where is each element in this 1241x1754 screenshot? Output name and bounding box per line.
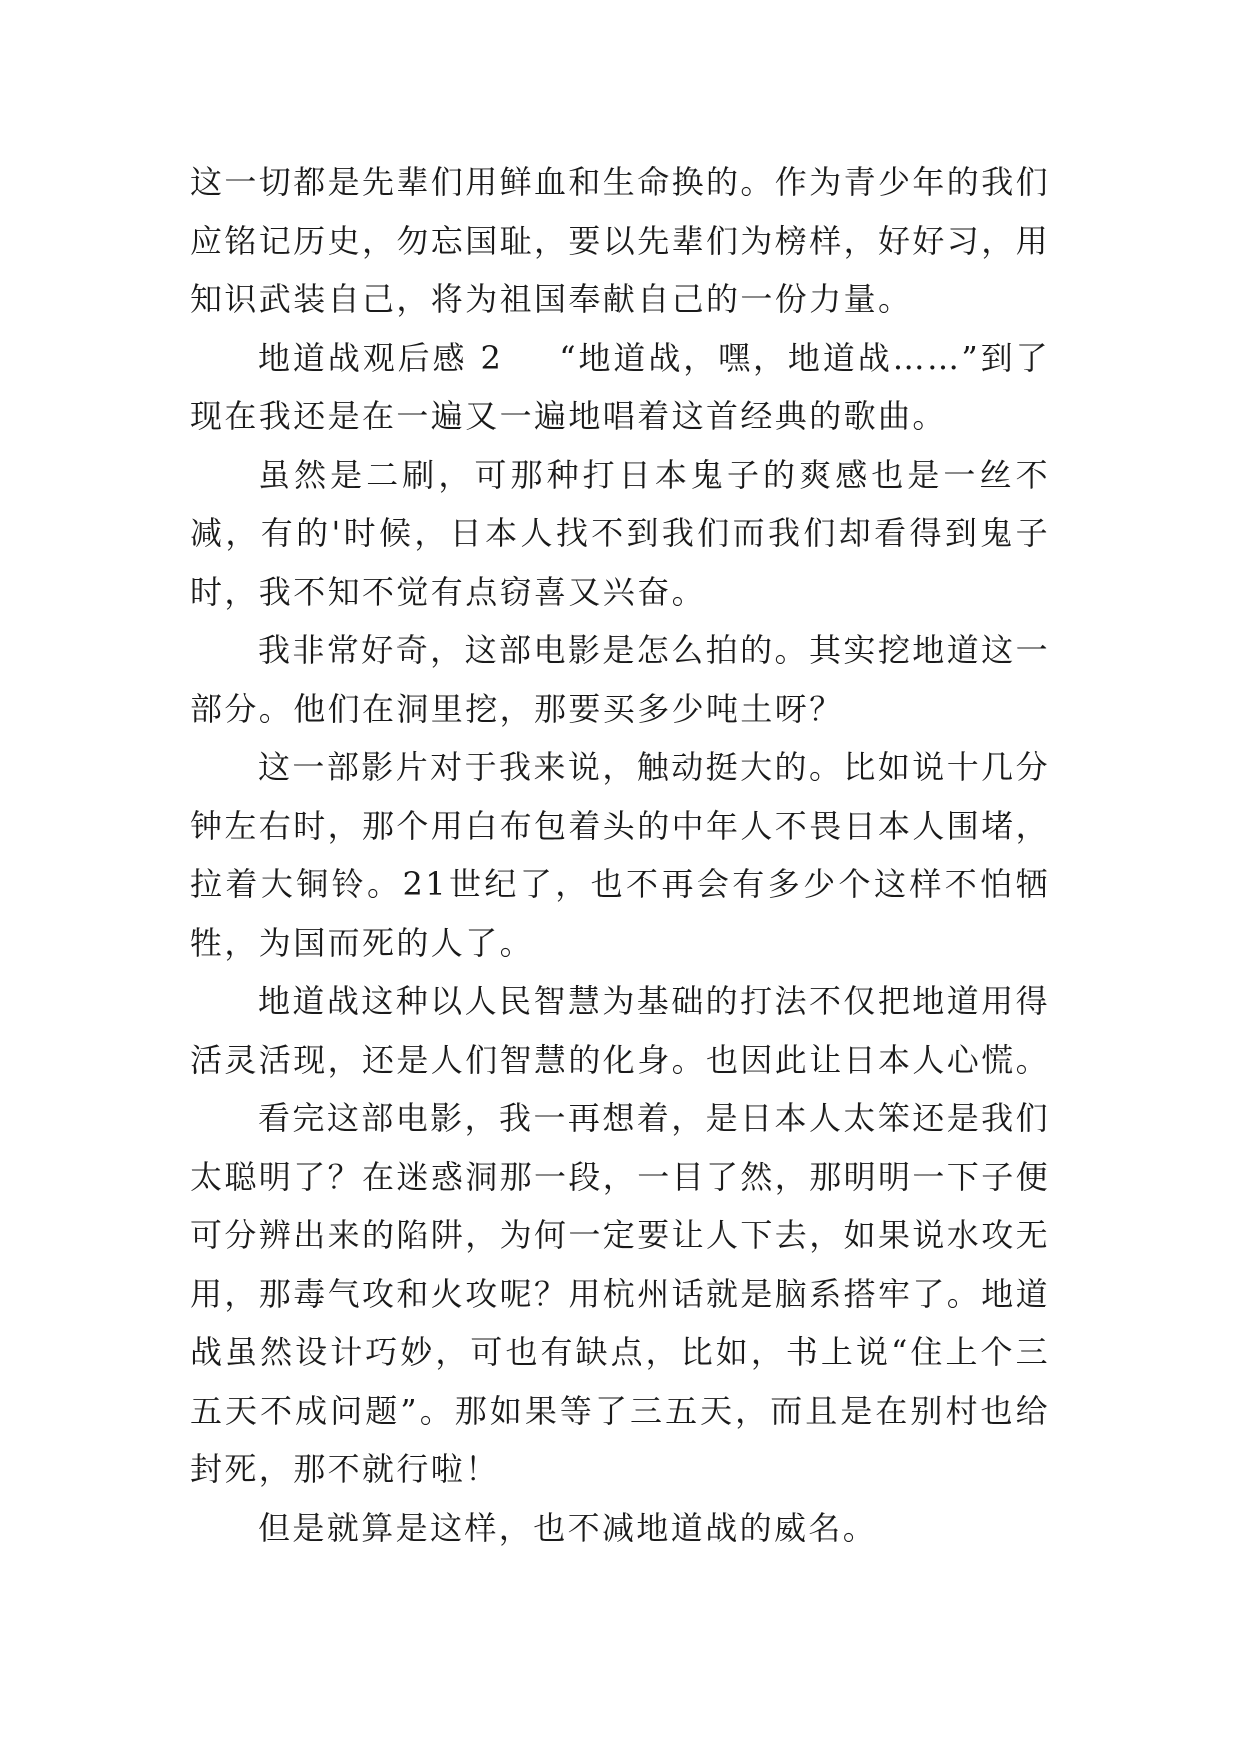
paragraph-2-text: “地道战，嘿，地道战……”到了现在我还是在一遍又一遍地唱着这首经典的歌曲。 xyxy=(190,338,1050,435)
paragraph-4: 我非常好奇，这部电影是怎么拍的。其实挖地道这一部分。他们在洞里挖，那要买多少吨土呀？ xyxy=(190,631,1050,728)
paragraph-1: 这一切都是先辈们用鲜血和生命换的。作为青少年的我们应铭记历史，勿忘国耻，要以先辈们为榜样，好好习，用知识武装自己，将为祖国奉献自己的一份力量。 xyxy=(190,163,1051,318)
paragraph-5: 这一部影片对于我来说，触动挺大的。比如说十几分钟左右时，那个用白布包着头的中年人不畏日本人围堵，拉着大铜铃。21世纪了，也不再会有多少个这样不怕牺牲，为国而死的人了。 xyxy=(190,748,1051,962)
section-title: 地道战观后感 2 xyxy=(258,338,504,377)
paragraph-2 xyxy=(190,329,1050,446)
paragraph-8: 但是就算是这样，也不减地道战的威名。 xyxy=(258,1508,878,1547)
document-body xyxy=(190,153,1050,1557)
paragraph-7: 看完这部电影，我一再想着，是日本人太笨还是我们太聪明了？在迷惑洞那一段，一目了然，那明明一下子便可分辨出来的陷阱，为何一定要让人下去，如果说水攻无用，那毒气攻和火攻呢？用杭州话就是脑系搭牢了。地道战虽然设计巧妙，可也有缺点，比如，书上说“住上个三五天不成问题”。那如果等了三五天，而且是在别村也给封死，那不就行啦！ xyxy=(190,1099,1051,1488)
paragraph-6: 地道战这种以人民智慧为基础的打法不仅把地道用得活灵活现，还是人们智慧的化身。也因此让日本人心慌。 xyxy=(190,982,1051,1079)
paragraph-3: 虽然是二刷，可那种打日本鬼子的爽感也是一丝不减，有的'时候，日本人找不到我们而我们却看得到鬼子时，我不知不觉有点窃喜又兴奋。 xyxy=(190,455,1050,611)
